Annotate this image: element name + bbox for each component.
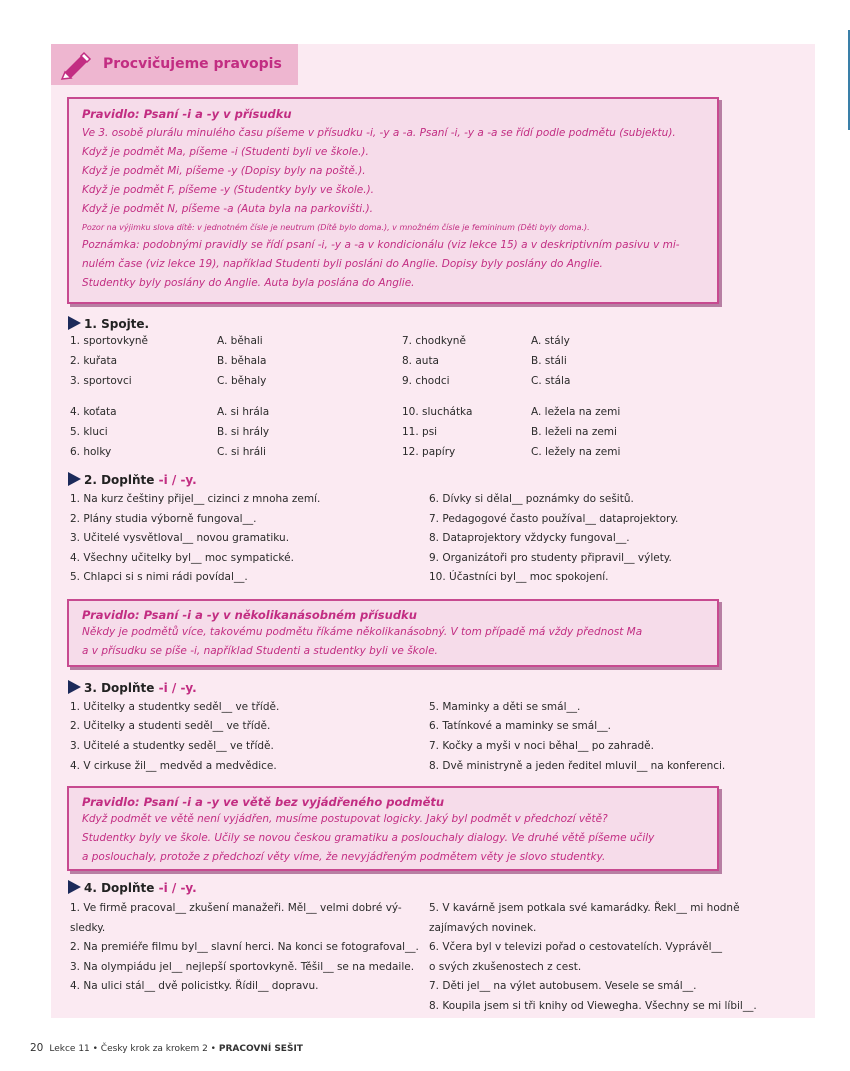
- match-option: B. stáli: [531, 355, 567, 367]
- footer-text: Lekce 11 • Česky krok za krokem 2 •: [49, 1044, 216, 1054]
- rule-exception: Pozor na výjimku slova dítě: v jednotném čísle je neutrum (Dítě bylo doma.), v množném čísle je femininum (Děti byly doma.).: [82, 223, 590, 232]
- exercise-sentence: 1. Ve firmě pracoval__ zkušení manažeři. Měl__ velmi dobré vý-: [70, 902, 402, 914]
- match-item: 9. chodci: [402, 375, 450, 387]
- exercise-sentence: 6. Včera byl v televizi pořad o cestovatelích. Vyprávěl__: [429, 941, 723, 953]
- match-item: 11. psi: [402, 426, 438, 438]
- rule-title: Pravidlo: Psaní -i a -y v několikanásobném přísudku: [82, 608, 417, 622]
- exercise-sentence: 4. Všechny učitelky byl__ moc sympatické.: [70, 552, 294, 564]
- exercise-sentence: sledky.: [70, 922, 106, 934]
- rule-text: Když podmět ve větě není vyjádřen, musíme postupovat logicky. Jaký byl podmět v předchozí větě?: [82, 813, 608, 825]
- rule-text: a poslouchaly, protože z předchozí věty víme, že nevyjádřeným podmětem věty je slovo studentky.: [82, 851, 606, 863]
- rule-text: Když je podmět Ma, píšeme -i (Studenti byli ve škole.).: [82, 146, 369, 158]
- exercise-1-title: 1. Spojte.: [68, 316, 149, 331]
- match-option: A. si hrála: [217, 406, 270, 418]
- match-option: A. ležela na zemi: [531, 406, 621, 418]
- exercise-sentence: 5. Maminky a děti se smál__.: [429, 701, 581, 713]
- rule-text: Ve 3. osobě plurálu minulého času píšeme v přísudku -i, -y a -a. Psaní -i, -y a -a se řídí podle podmětu (subjektu).: [82, 127, 676, 139]
- match-item: 1. sportovkyně: [70, 335, 149, 347]
- exercise-sentence: 8. Dvě ministryně a jeden ředitel mluvil__ na konferenci.: [429, 760, 726, 772]
- rule-title: Pravidlo: Psaní -i a -y ve větě bez vyjádřeného podmětu: [82, 795, 445, 809]
- exercise-sentence: 7. Kočky a myši v noci běhal__ po zahradě.: [429, 740, 654, 752]
- rule-box-1: [67, 97, 719, 304]
- exercise-sentence: 5. V kavárně jsem potkala své kamarádky. Řekl__ mi hodně: [429, 902, 740, 914]
- exercise-sentence: 1. Na kurz češtiny přijel__ cizinci z mnoha zemí.: [70, 493, 321, 505]
- match-item: 5. kluci: [70, 426, 108, 438]
- exercise-sentence: 2. Na premiéře filmu byl__ slavní herci. Na konci se fotografoval__.: [70, 941, 419, 953]
- match-item: 10. sluchátka: [402, 406, 473, 418]
- exercise-sentence: zajímavých novinek.: [429, 922, 537, 934]
- pencil-icon: [59, 50, 93, 80]
- match-option: C. si hráli: [217, 446, 266, 458]
- match-option: A. běhali: [217, 335, 263, 347]
- rule-text: Studentky byly ve škole. Učily se novou českou gramatiku a poslouchaly dialogy. Ve druhé větě píšeme učily: [82, 832, 655, 844]
- page-footer: [30, 1042, 303, 1054]
- exercise-sentence: 4. V cirkuse žil__ medvěd a medvědice.: [70, 760, 277, 772]
- exercise-sentence: 7. Děti jel__ na výlet autobusem. Vesele se smál__.: [429, 980, 697, 992]
- match-option: C. stála: [531, 375, 571, 387]
- exercise-2-title: 2. Doplňte -i / -y.: [68, 472, 197, 487]
- exercise-sentence: 10. Účastníci byl__ moc spokojení.: [429, 571, 609, 583]
- exercise-sentence: 6. Dívky si dělal__ poznámky do sešitů.: [429, 493, 634, 505]
- rule-text: Když je podmět Mi, píšeme -y (Dopisy byly na poště.).: [82, 165, 366, 177]
- exercise-sentence: 2. Učitelky a studenti seděl__ ve třídě.: [70, 720, 271, 732]
- exercise-3-title: 3. Doplňte -i / -y.: [68, 680, 197, 695]
- match-item: 12. papíry: [402, 446, 456, 458]
- rule-text: a v přísudku se píše -i, například Studenti a studentky byli ve škole.: [82, 645, 438, 657]
- exercise-sentence: 3. Na olympiádu jel__ nejlepší sportovkyně. Těšil__ se na medaile.: [70, 961, 415, 973]
- exercise-sentence: 4. Na ulici stál__ dvě policistky. Řídil__ dopravu.: [70, 980, 319, 992]
- match-item: 3. sportovci: [70, 375, 132, 387]
- match-option: C. běhaly: [217, 375, 267, 387]
- exercise-sentence: 9. Organizátoři pro studenty připravil__ výlety.: [429, 552, 672, 564]
- page-number: 20: [30, 1042, 44, 1054]
- footer-bold: PRACOVNÍ SEŠIT: [218, 1044, 303, 1054]
- rule-box-2: [67, 599, 719, 667]
- rule-text: Někdy je podmětů více, takovému podmětu říkáme několikanásobný. V tom případě má vždy přednost Ma: [82, 626, 643, 638]
- exercise-sentence: o svých zkušenostech z cest.: [429, 961, 582, 973]
- rule-note: nulém čase (viz lekce 19), například Studenti byli posláni do Anglie. Dopisy byly poslány do Anglie.: [82, 258, 603, 270]
- rule-box-3: [67, 786, 719, 871]
- exercise-sentence: 7. Pedagogové často používal__ dataprojektory.: [429, 513, 679, 525]
- exercise-sentence: 2. Plány studia výborně fungoval__.: [70, 513, 257, 525]
- exercise-sentence: 3. Učitelé a studentky seděl__ ve třídě.: [70, 740, 274, 752]
- match-item: 2. kuřata: [70, 355, 118, 367]
- match-option: B. si hrály: [217, 426, 270, 438]
- match-item: 8. auta: [402, 355, 439, 367]
- exercise-sentence: 5. Chlapci si s nimi rádi povídal__.: [70, 571, 248, 583]
- rule-note: Studentky byly poslány do Anglie. Auta byla poslána do Anglie.: [82, 277, 415, 289]
- play-arrow-icon: [68, 680, 81, 694]
- match-option: B. běhala: [217, 355, 267, 367]
- match-option: C. ležely na zemi: [531, 446, 621, 458]
- exercise-sentence: 3. Učitelé vysvětloval__ novou gramatiku.: [70, 532, 290, 544]
- match-item: 4. koťata: [70, 406, 117, 418]
- match-item: 7. chodkyně: [402, 335, 466, 347]
- exercise-sentence: 8. Koupila jsem si tři knihy od Viewegha. Všechny se mi líbil__.: [429, 1000, 757, 1012]
- play-arrow-icon: [68, 316, 81, 330]
- exercise-4-title: 4. Doplňte -i / -y.: [68, 880, 197, 895]
- rule-text: Když je podmět N, píšeme -a (Auta byla na parkovišti.).: [82, 203, 374, 215]
- exercise-sentence: 8. Dataprojektory vždycky fungoval__.: [429, 532, 630, 544]
- section-title: Procvičujeme pravopis: [103, 56, 282, 72]
- section-header: [51, 44, 298, 85]
- rule-text: Když je podmět F, píšeme -y (Studentky byly ve škole.).: [82, 184, 375, 196]
- exercise-sentence: 1. Učitelky a studentky seděl__ ve třídě.: [70, 701, 280, 713]
- match-item: 6. holky: [70, 446, 112, 458]
- exercise-sentence: 6. Tatínkové a maminky se smál__.: [429, 720, 611, 732]
- play-arrow-icon: [68, 472, 81, 486]
- match-option: B. leželi na zemi: [531, 426, 617, 438]
- play-arrow-icon: [68, 880, 81, 894]
- rule-title: Pravidlo: Psaní -i a -y v přísudku: [82, 107, 292, 121]
- match-option: A. stály: [531, 335, 570, 347]
- rule-note: Poznámka: podobnými pravidly se řídí psaní -i, -y a -a v kondicionálu (viz lekce 15) a v deskriptivním pasivu v mi-: [82, 239, 680, 251]
